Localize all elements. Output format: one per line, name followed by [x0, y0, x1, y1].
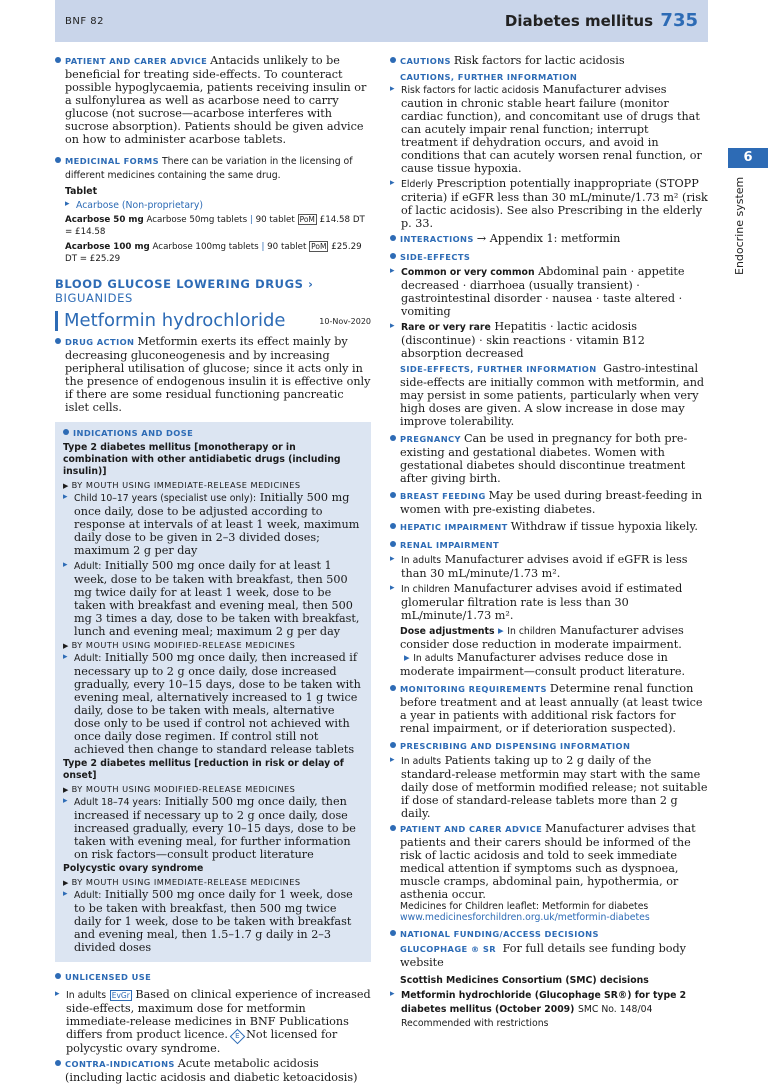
section-label: PATIENT AND CARER ADVICE	[65, 56, 208, 66]
interactions	[390, 232, 708, 246]
section-label: PATIENT AND CARER ADVICE	[400, 824, 543, 834]
section-text: Acute metabolic acidosis (including lactic acidosis and diabetic ketoacidosis)	[65, 1057, 358, 1084]
dose-item	[63, 651, 363, 756]
medicinal-forms	[55, 154, 371, 182]
section-label: MONITORING REQUIREMENTS	[400, 684, 547, 694]
section-label: MEDICINAL FORMS	[65, 156, 159, 166]
section-label: DRUG ACTION	[65, 337, 135, 347]
population: In adults	[401, 756, 442, 767]
caution-item	[390, 177, 708, 230]
indications-header	[63, 426, 363, 440]
frequency: Common or very common	[401, 267, 535, 278]
dose-item	[63, 559, 363, 638]
smc-heading: Scottish Medicines Consortium (SMC) decisions	[400, 975, 649, 986]
item-text: Manufacturer advises reduce dose in moderate impairment—consult product literature.	[400, 651, 686, 678]
dose-text: Initially 500 mg once daily, dose to be adjusted according to response at intervals of at least 1 week, maximum daily dose to be given in 2–3 divided doses; maximum 2 g per day	[74, 491, 360, 557]
section-label: NATIONAL FUNDING/ACCESS DECISIONS	[400, 929, 599, 939]
arrow-icon: ▸	[404, 651, 410, 664]
indication-title: Polycystic ovary syndrome	[63, 863, 204, 874]
patient-carer-advice	[390, 822, 708, 901]
population: In adults	[66, 990, 107, 1001]
monograph-name: Metformin hydrochloride	[64, 310, 286, 331]
item-text: Prescription potentially inappropriate (STOPP criteria) if eGFR less than 30 mL/minute/1.73 m² (risk of lactic acidosis). See also Prescribing in the elderly p. 33.	[401, 177, 708, 230]
glucophage-entry	[400, 942, 708, 969]
product-strength: Acarbose 100 mg	[65, 242, 150, 252]
item-text: Manufacturer advises consider dose reduction in moderate impairment.	[400, 624, 684, 651]
caution-item	[390, 83, 708, 175]
section-text: Risk factors for lactic acidosis	[453, 54, 625, 67]
section-text: Antacids unlikely to be beneficial for treating side-effects. To counteract possible hypoglycaemia, patients receiving insulin or a sulfonylurea as well as acarbose need to carry glucose (not sucrose—acarbose interferes with sucrose absorption). Patients should be given advice on how to administer acarbose tablets.	[65, 54, 367, 146]
pack-size: 90 tablet	[267, 242, 307, 252]
side-effect-item	[390, 320, 708, 360]
prescribing-item	[390, 754, 708, 820]
dose-population: Adult:	[74, 561, 102, 572]
separator: |	[261, 242, 265, 252]
arrow-icon: ▸	[498, 624, 504, 637]
population: In adults	[413, 653, 454, 664]
product-desc: Acarbose 50mg tablets	[146, 215, 248, 225]
pack-size: 90 tablet	[255, 215, 295, 225]
dose-population: Adult:	[74, 890, 102, 901]
dose-population: Adult:	[74, 653, 102, 664]
renal-item	[390, 582, 708, 622]
brand-label: GLUCOPHAGE ® SR	[400, 944, 497, 954]
cautions	[390, 54, 708, 68]
population: Elderly	[401, 179, 433, 190]
item-text: Manufacturer advises avoid if estimated glomerular filtration rate is less than 30 mL/minute/1.73 m².	[401, 582, 683, 622]
price: £14.58 DT = £14.58	[65, 215, 365, 237]
dose-population: Child 10–17 years (specialist use only):	[74, 493, 257, 504]
evgr-badge: EvGr	[111, 991, 130, 1000]
contra-indications	[55, 1057, 371, 1084]
page-number: 735	[660, 10, 698, 31]
page-header	[55, 0, 708, 42]
indication-title: Type 2 diabetes mellitus [monotherapy or in combination with other antidiabetic drugs (including insulin)]	[63, 442, 341, 477]
item-text: Hepatitis · lactic acidosis (discontinue) · skin reactions · vitamin B12 absorption decreased	[401, 320, 645, 360]
indications-dose-box	[55, 422, 371, 962]
section-label: CONTRA-INDICATIONS	[65, 1059, 175, 1069]
dose-text: Initially 500 mg once daily for at least 1 week, dose to be taken with breakfast, then 500 mg twice daily for at least 1 week, dose to be taken with breakfast and evening meal, then 500 mg 3 times a day, dose to be taken with breakfast, lunch and evening meal; maximum 2 g per day	[74, 559, 360, 638]
section-text: There can be variation in the licensing of different medicines containing the same drug.	[65, 156, 353, 181]
section-title: Diabetes mellitus	[504, 12, 653, 30]
drug-action	[55, 335, 371, 414]
acarbose-advice	[55, 54, 371, 146]
funding-decisions	[390, 927, 708, 941]
side-effects	[390, 250, 708, 264]
dose-item	[63, 795, 363, 861]
breast-feeding	[390, 489, 708, 516]
frequency: Rare or very rare	[401, 322, 491, 333]
route-label: ▶ BY MOUTH USING IMMEDIATE-RELEASE MEDICINES	[63, 877, 363, 887]
evidence-icon: E	[229, 1029, 245, 1045]
leaflet-link[interactable]: www.medicinesforchildren.org.uk/metformin-diabetes	[400, 912, 650, 923]
section-label: INTERACTIONS	[400, 234, 474, 244]
side-effect-item	[390, 265, 708, 318]
section-label: RENAL IMPAIRMENT	[400, 540, 500, 550]
leaflet-label: Medicines for Children leaflet: Metformin for diabetes	[400, 901, 649, 912]
monograph-title	[55, 311, 371, 331]
population: In children	[507, 626, 557, 637]
chapter-tab: 6	[728, 148, 768, 168]
indication-title: Type 2 diabetes mellitus [reduction in risk or delay of onset]	[63, 758, 344, 781]
item-text: Manufacturer advises avoid if eGFR is less than 30 mL/minute/1.73 m².	[401, 553, 688, 580]
dose-adjust-label: Dose adjustments	[400, 626, 495, 637]
product-desc: Acarbose 100mg tablets	[152, 242, 259, 252]
separator: |	[249, 215, 253, 225]
unlicensed-use	[55, 970, 371, 984]
dose-text: Initially 500 mg once daily, then increased if necessary up to 2 g once daily, dose increased gradually, every 10–15 days, dose to be taken with evening meal, for further information on risk factors—consult product literature	[74, 795, 356, 861]
section-text: Manufacturer advises that patients and their carers should be informed of the risk of lactic acidosis and told to seek immediate medical attention if symptoms such as dyspnoea, muscle cramps, abdominal pain, hypothermia, or asthenia occur.	[400, 822, 696, 901]
drug-group-title[interactable]	[55, 277, 371, 291]
pom-badge: PoM	[311, 242, 327, 251]
hepatic-impairment	[390, 520, 708, 534]
section-text: Can be used in pregnancy for both pre-existing and gestational diabetes. Women with gestational diabetes should discontinue treatment after giving birth.	[400, 432, 688, 485]
section-text: Based on clinical experience of increased side-effects, maximum dose for metformin immediate-release medicines in BNF Publications differs from product licence.	[66, 988, 371, 1041]
unlicensed-item	[55, 988, 371, 1055]
item-text: For full details see funding body website	[400, 942, 686, 969]
section-label: UNLICENSED USE	[65, 972, 152, 982]
product-line	[65, 214, 371, 238]
population: In children	[401, 584, 450, 595]
chevron-right-icon: ›	[308, 277, 314, 291]
product-line	[65, 241, 371, 265]
item-text: Gastro-intestinal side-effects are initially common with metformin, and may persist in some patients, particularly when very high doses are given. A slow increase in dose may improve tolerability.	[400, 362, 705, 428]
sub-label: CAUTIONS, FURTHER INFORMATION	[400, 72, 578, 82]
route-label: ▶ BY MOUTH USING MODIFIED-RELEASE MEDICINES	[63, 784, 363, 794]
price: £25.29 DT = £25.29	[65, 242, 362, 264]
dose-item	[63, 888, 363, 954]
dose-item	[63, 491, 363, 557]
smc-recommendation: Recommended with restrictions	[401, 1018, 549, 1029]
brand-item	[65, 198, 371, 212]
section-label: SIDE-EFFECTS	[400, 252, 471, 262]
brand-name: Acarbose (Non-proprietary)	[76, 200, 203, 211]
pom-badge: PoM	[299, 215, 315, 224]
product-strength: Acarbose 50 mg	[65, 215, 144, 225]
bnf-edition: BNF 82	[65, 16, 104, 27]
section-label: CAUTIONS	[400, 56, 451, 66]
smc-item-title: Metformin hydrochloride (Glucophage SR®) for type 2 diabetes mellitus (October 2009)	[401, 990, 687, 1015]
pregnancy	[390, 432, 708, 485]
renal-item	[390, 553, 708, 580]
right-column	[390, 54, 708, 1032]
item-text: Patients taking up to 2 g daily of the standard-release metformin may start with the same daily dose of metformin modified release; not suitable if dose of standard-release tablets more than 2 g daily.	[401, 754, 708, 820]
dose-population: Adult 18–74 years:	[74, 797, 162, 808]
item-text: Manufacturer advises caution in chronic stable heart failure (monitor cardiac function), and concomitant use of drugs that can acutely impair renal function; interrupt treatment if dehydration occurs, and avoid in conditions that can acutely worsen renal function, or cause tissue hypoxia.	[401, 83, 702, 175]
section-text: Metformin exerts its effect mainly by decreasing gluconeogenesis and by increasing peripheral utilisation of glucose; since it acts only in the presence of endogenous insulin it is effective only if there are some residual functioning pancreatic islet cells.	[65, 335, 371, 414]
side-effects-further	[400, 362, 708, 428]
dose-text: Initially 500 mg once daily for 1 week, dose to be taken with breakfast, then 500 mg twice daily for 1 week, dose to be taken with breakfast and evening meal, then 1.5–1.7 g daily in 2–3 divided doses	[74, 888, 353, 954]
route-label: ▶ BY MOUTH USING MODIFIED-RELEASE MEDICINES	[63, 640, 363, 650]
form-name: Tablet	[65, 186, 98, 197]
renal-impairment	[390, 538, 708, 552]
chapter-label: Endocrine system	[733, 176, 746, 275]
route-label: ▶ BY MOUTH USING IMMEDIATE-RELEASE MEDICINES	[63, 480, 363, 490]
section-text-2: Not licensed for polycystic ovary syndrome.	[66, 1028, 338, 1055]
monitoring	[390, 682, 708, 735]
section-label: INDICATIONS AND DOSE	[73, 428, 194, 438]
section-text: Determine renal function before treatment and at least annually (at least twice a year in patients with additional risk factors for renal impairment, or if deterioration suspected).	[400, 682, 703, 735]
dose-adjustments	[400, 624, 708, 678]
section-label: BREAST FEEDING	[400, 491, 486, 501]
monograph-date: 10-Nov-2020	[319, 317, 371, 326]
population: In adults	[401, 555, 442, 566]
population: Risk factors for lactic acidosis	[401, 85, 539, 96]
prescribing-dispensing	[390, 739, 708, 753]
section-label: HEPATIC IMPAIRMENT	[400, 522, 508, 532]
item-text: Abdominal pain · appetite decreased · diarrhoea (usually transient) · gastrointestinal disorder · nausea · taste altered · vomiting	[401, 265, 685, 318]
section-text: Withdraw if tissue hypoxia likely.	[510, 520, 698, 533]
section-text: → Appendix 1: metformin	[476, 232, 621, 245]
dose-text: Initially 500 mg once daily, then increased if necessary up to 2 g once daily, dose increased gradually, every 10–15 days, dose to be taken with evening meal, alternatively increased to 1 g twice daily, dose to be taken with meals, alternative dose only to be used if control not achieved with once daily dose regimen. If control still not achieved then change to standard release tablets	[74, 651, 361, 756]
section-label: PREGNANCY	[400, 434, 461, 444]
sub-label: SIDE-EFFECTS, FURTHER INFORMATION	[400, 364, 597, 374]
smc-number: SMC No. 148/04	[577, 1004, 653, 1015]
section-label: PRESCRIBING AND DISPENSING INFORMATION	[400, 741, 631, 751]
section-text: May be used during breast-feeding in women with pre-existing diabetes.	[400, 489, 703, 516]
left-column	[55, 54, 371, 1088]
group-title-text: BLOOD GLUCOSE LOWERING DRUGS	[55, 277, 304, 291]
drug-subgroup: BIGUANIDES	[55, 291, 133, 305]
